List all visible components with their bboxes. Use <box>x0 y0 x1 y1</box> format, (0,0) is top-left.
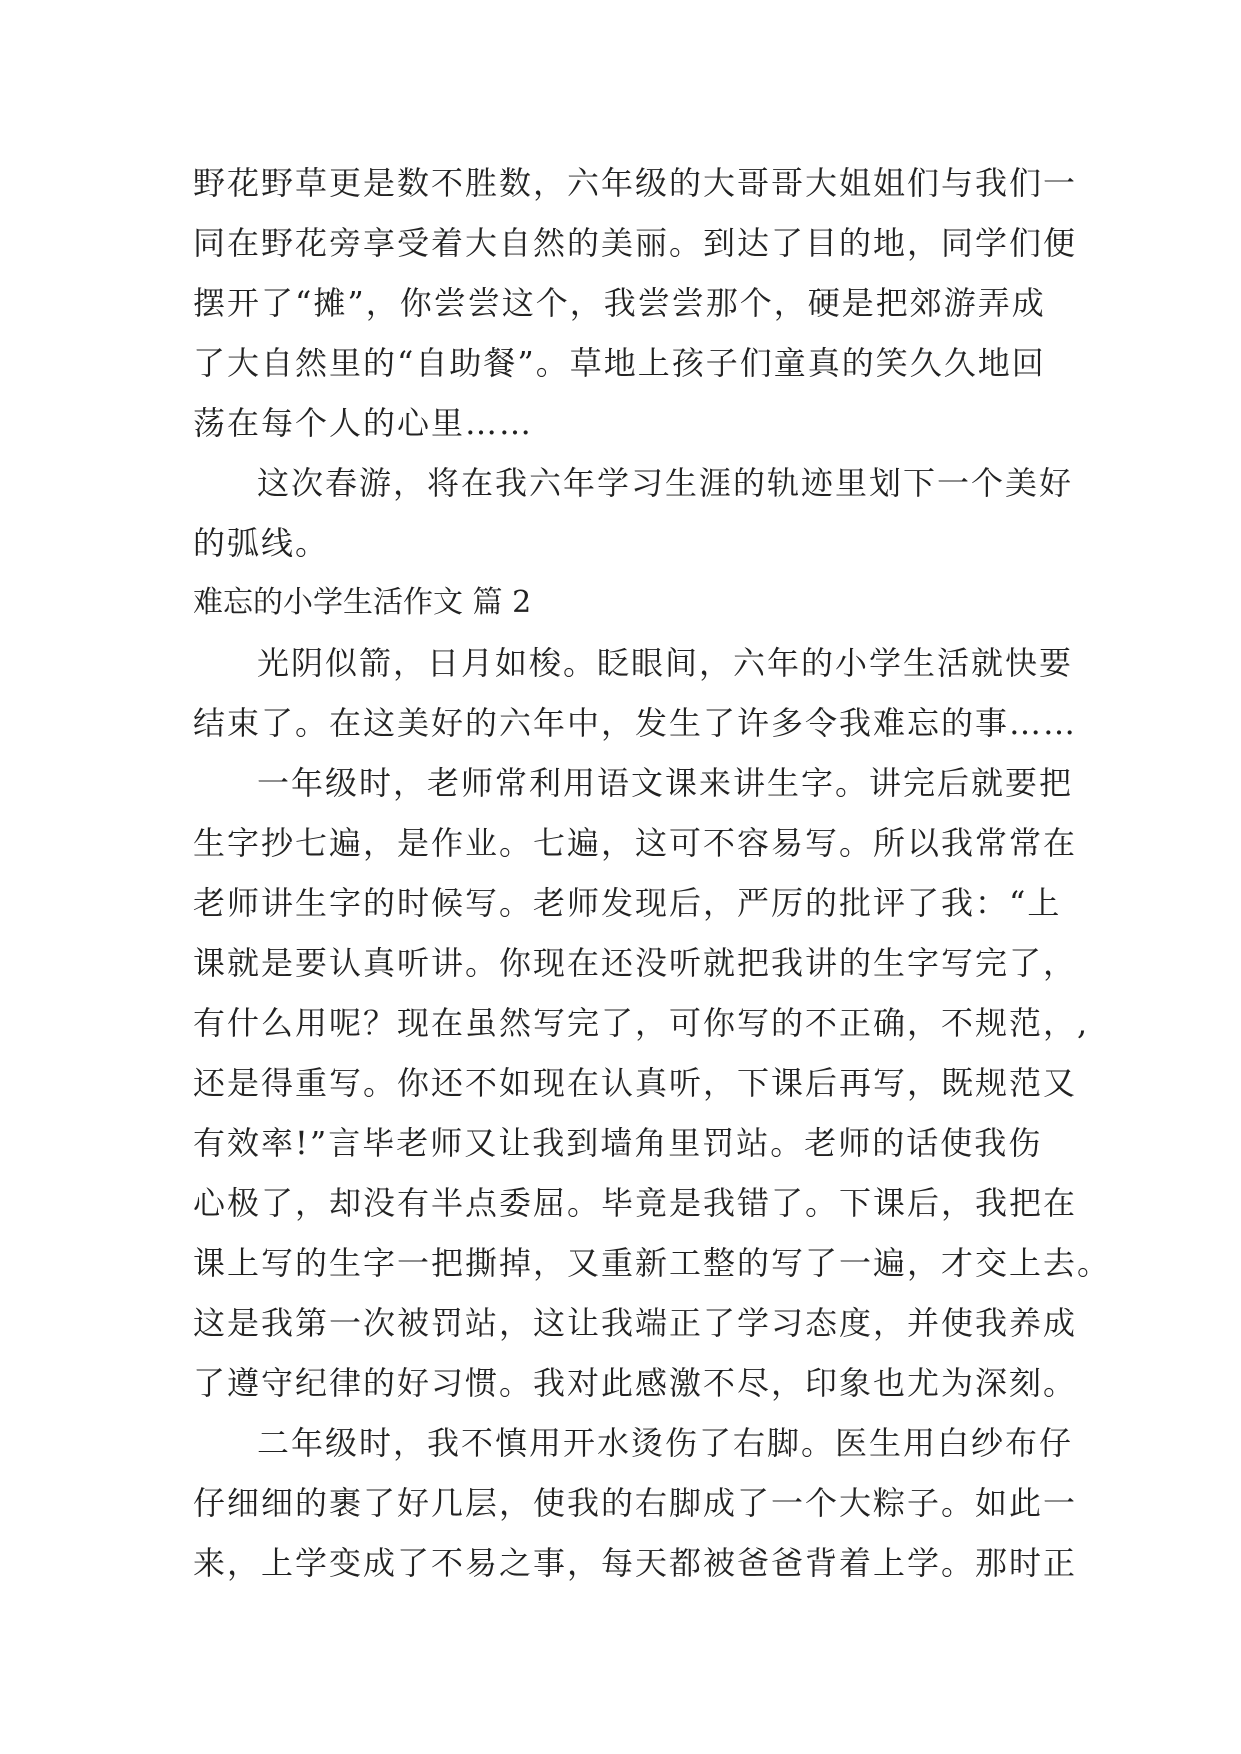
text-line: 了遵守纪律的好习惯。我对此感激不尽，印象也尤为深刻。 <box>193 1364 1078 1402</box>
text-line: 课就是要认真听讲。你现在还没听就把我讲的生字写完了， <box>193 944 1078 982</box>
text-line: 还是得重写。你还不如现在认真听，下课后再写，既规范又 <box>193 1064 1078 1102</box>
text-line: 摆开了“摊”，你尝尝这个，我尝尝那个，硬是把郊游弄成 <box>193 284 1046 322</box>
text-line: 课上写的生字一把撕掉，又重新工整的写了一遍，才交上去。 <box>193 1244 1112 1282</box>
text-line: 野花野草更是数不胜数，六年级的大哥哥大姐姐们与我们一 <box>193 164 1078 202</box>
text-line: 这是我第一次被罚站，这让我端正了学习态度，并使我养成 <box>193 1304 1078 1342</box>
text-line: 来，上学变成了不易之事，每天都被爸爸背着上学。那时正 <box>193 1544 1078 1582</box>
text-line: 仔细细的裹了好几层，使我的右脚成了一个大粽子。如此一 <box>193 1484 1078 1522</box>
text-line: 一年级时，老师常利用语文课来讲生字。讲完后就要把 <box>257 764 1074 802</box>
text-line: 光阴似箭，日月如梭。眨眼间，六年的小学生活就快要 <box>257 644 1074 682</box>
text-line: 了大自然里的“自助餐”。草地上孩子们童真的笑久久地回 <box>193 344 1046 382</box>
text-line: 荡在每个人的心里…… <box>193 404 534 442</box>
text-line: 老师讲生字的时候写。老师发现后，严厉的批评了我：“上 <box>193 884 1062 922</box>
text-line: 的弧线。 <box>193 524 330 562</box>
text-line: 同在野花旁享受着大自然的美丽。到达了目的地，同学们便 <box>193 224 1078 262</box>
text-line: 生字抄七遍，是作业。七遍，这可不容易写。所以我常常在 <box>193 824 1078 862</box>
text-line: 有什么用呢？现在虽然写完了，可你写的不正确，不规范，, <box>193 1004 1090 1042</box>
text-line: 有效率!”言毕老师又让我到墙角里罚站。老师的话使我伤 <box>193 1124 1043 1162</box>
text-line: 结束了。在这美好的六年中，发生了许多令我难忘的事…… <box>193 704 1078 742</box>
text-line: 二年级时，我不慎用开水烫伤了右脚。医生用白纱布仔 <box>257 1424 1074 1462</box>
section-heading: 难忘的小学生活作文 篇 2 <box>193 585 532 620</box>
text-line: 心极了，却没有半点委屈。毕竟是我错了。下课后，我把在 <box>193 1184 1078 1222</box>
text-line: 这次春游，将在我六年学习生涯的轨迹里划下一个美好 <box>257 464 1074 502</box>
